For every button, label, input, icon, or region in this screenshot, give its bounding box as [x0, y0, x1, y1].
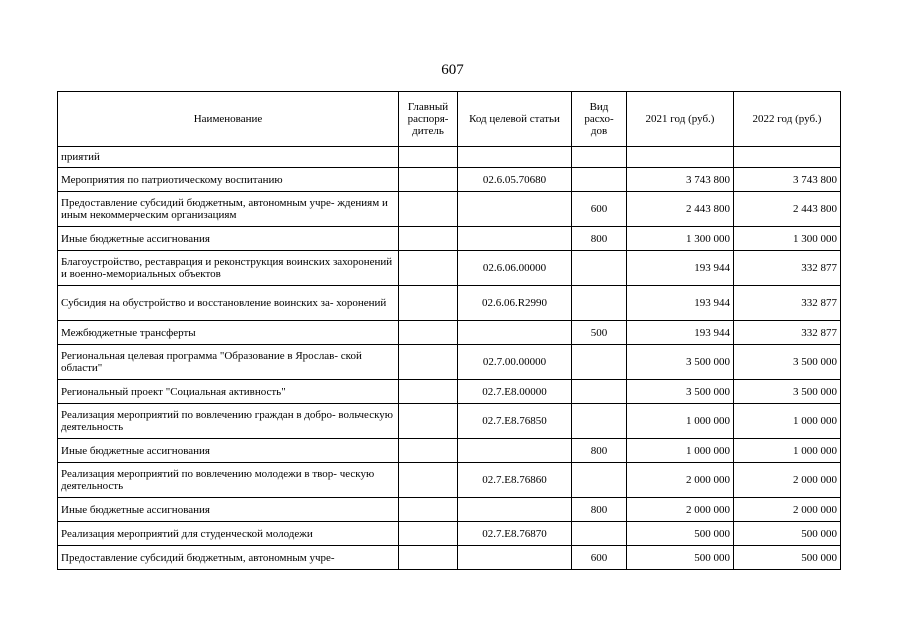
cell-name: Мероприятия по патриотическому воспитанию — [58, 168, 399, 192]
cell-name: Предоставление субсидий бюджетным, автономным учре- ждениям и иным некоммерческим организациям — [58, 192, 399, 227]
table-row — [58, 321, 841, 345]
header-code: Код целевой статьи — [458, 92, 572, 147]
table-row — [58, 522, 841, 546]
cell-vid — [572, 251, 627, 286]
cell-code: 02.6.05.70680 — [458, 168, 572, 192]
cell-2022: 1 000 000 — [734, 404, 841, 439]
cell-code: 02.7.E8.76850 — [458, 404, 572, 439]
table-row — [58, 251, 841, 286]
cell-vid — [572, 286, 627, 321]
cell-chief — [399, 498, 458, 522]
cell-code — [458, 439, 572, 463]
cell-code: 02.7.E8.76860 — [458, 463, 572, 498]
cell-name: Иные бюджетные ассигнования — [58, 227, 399, 251]
cell-vid — [572, 463, 627, 498]
cell-name: приятий — [58, 147, 399, 168]
header-chief: Главный распоря- дитель — [399, 92, 458, 147]
table-body — [58, 147, 841, 570]
cell-chief — [399, 404, 458, 439]
cell-chief — [399, 439, 458, 463]
cell-vid: 800 — [572, 498, 627, 522]
cell-2022: 332 877 — [734, 286, 841, 321]
cell-2021: 193 944 — [627, 286, 734, 321]
cell-code: 02.7.00.00000 — [458, 345, 572, 380]
cell-name: Реализация мероприятий по вовлечению молодежи в твор- ческую деятельность — [58, 463, 399, 498]
cell-code — [458, 147, 572, 168]
header-2021: 2021 год (руб.) — [627, 92, 734, 147]
cell-2022: 500 000 — [734, 522, 841, 546]
cell-2021: 193 944 — [627, 321, 734, 345]
cell-2022: 3 500 000 — [734, 345, 841, 380]
cell-chief — [399, 147, 458, 168]
cell-code — [458, 321, 572, 345]
page-number: 607 — [441, 62, 464, 78]
cell-2022: 2 000 000 — [734, 498, 841, 522]
table-row — [58, 463, 841, 498]
cell-2021: 1 000 000 — [627, 439, 734, 463]
cell-chief — [399, 345, 458, 380]
cell-2022: 332 877 — [734, 251, 841, 286]
cell-name: Региональный проект "Социальная активность" — [58, 380, 399, 404]
budget-table — [57, 91, 841, 570]
cell-name: Благоустройство, реставрация и реконструкция воинских захоронений и военно-мемориальных объектов — [58, 251, 399, 286]
cell-vid — [572, 168, 627, 192]
cell-2022 — [734, 147, 841, 168]
cell-2022: 3 500 000 — [734, 380, 841, 404]
cell-code: 02.7.E8.76870 — [458, 522, 572, 546]
cell-code — [458, 192, 572, 227]
cell-2022: 500 000 — [734, 546, 841, 570]
cell-2021: 2 443 800 — [627, 192, 734, 227]
cell-name: Реализация мероприятий по вовлечению граждан в добро- вольческую деятельность — [58, 404, 399, 439]
cell-vid — [572, 345, 627, 380]
table-row — [58, 168, 841, 192]
cell-chief — [399, 321, 458, 345]
cell-vid — [572, 404, 627, 439]
cell-chief — [399, 251, 458, 286]
cell-chief — [399, 286, 458, 321]
cell-name: Предоставление субсидий бюджетным, автономным учре- — [58, 546, 399, 570]
cell-name: Иные бюджетные ассигнования — [58, 498, 399, 522]
cell-vid: 500 — [572, 321, 627, 345]
table-row — [58, 345, 841, 380]
cell-chief — [399, 168, 458, 192]
header-row — [58, 92, 841, 147]
cell-2022: 3 743 800 — [734, 168, 841, 192]
cell-vid — [572, 522, 627, 546]
cell-name: Региональная целевая программа "Образование в Ярослав- ской области" — [58, 345, 399, 380]
cell-code: 02.6.06.R2990 — [458, 286, 572, 321]
cell-2021: 193 944 — [627, 251, 734, 286]
cell-vid: 800 — [572, 439, 627, 463]
cell-vid — [572, 380, 627, 404]
table-row — [58, 380, 841, 404]
table-row — [58, 498, 841, 522]
cell-2021: 500 000 — [627, 522, 734, 546]
cell-vid: 600 — [572, 546, 627, 570]
cell-2022: 332 877 — [734, 321, 841, 345]
cell-2021: 500 000 — [627, 546, 734, 570]
cell-name: Иные бюджетные ассигнования — [58, 439, 399, 463]
cell-2022: 2 000 000 — [734, 463, 841, 498]
cell-2021: 2 000 000 — [627, 498, 734, 522]
cell-chief — [399, 380, 458, 404]
header-vid: Вид расхо- дов — [572, 92, 627, 147]
cell-name: Межбюджетные трансферты — [58, 321, 399, 345]
cell-code — [458, 498, 572, 522]
cell-2021: 3 500 000 — [627, 380, 734, 404]
cell-2021 — [627, 147, 734, 168]
cell-2022: 1 300 000 — [734, 227, 841, 251]
table-row — [58, 147, 841, 168]
cell-2021: 2 000 000 — [627, 463, 734, 498]
cell-code — [458, 546, 572, 570]
table-row — [58, 227, 841, 251]
header-2022: 2022 год (руб.) — [734, 92, 841, 147]
cell-2022: 2 443 800 — [734, 192, 841, 227]
cell-name: Субсидия на обустройство и восстановление воинских за- хоронений — [58, 286, 399, 321]
cell-2021: 3 500 000 — [627, 345, 734, 380]
cell-chief — [399, 522, 458, 546]
cell-code: 02.7.E8.00000 — [458, 380, 572, 404]
cell-chief — [399, 192, 458, 227]
cell-chief — [399, 546, 458, 570]
table-row — [58, 404, 841, 439]
table-row — [58, 286, 841, 321]
cell-code — [458, 227, 572, 251]
cell-code: 02.6.06.00000 — [458, 251, 572, 286]
cell-vid: 600 — [572, 192, 627, 227]
cell-chief — [399, 463, 458, 498]
cell-2021: 3 743 800 — [627, 168, 734, 192]
cell-2021: 1 300 000 — [627, 227, 734, 251]
cell-2022: 1 000 000 — [734, 439, 841, 463]
table-row — [58, 546, 841, 570]
header-name: Наименование — [58, 92, 399, 147]
table-row — [58, 439, 841, 463]
table-row — [58, 192, 841, 227]
cell-vid: 800 — [572, 227, 627, 251]
cell-name: Реализация мероприятий для студенческой молодежи — [58, 522, 399, 546]
cell-chief — [399, 227, 458, 251]
cell-2021: 1 000 000 — [627, 404, 734, 439]
cell-vid — [572, 147, 627, 168]
